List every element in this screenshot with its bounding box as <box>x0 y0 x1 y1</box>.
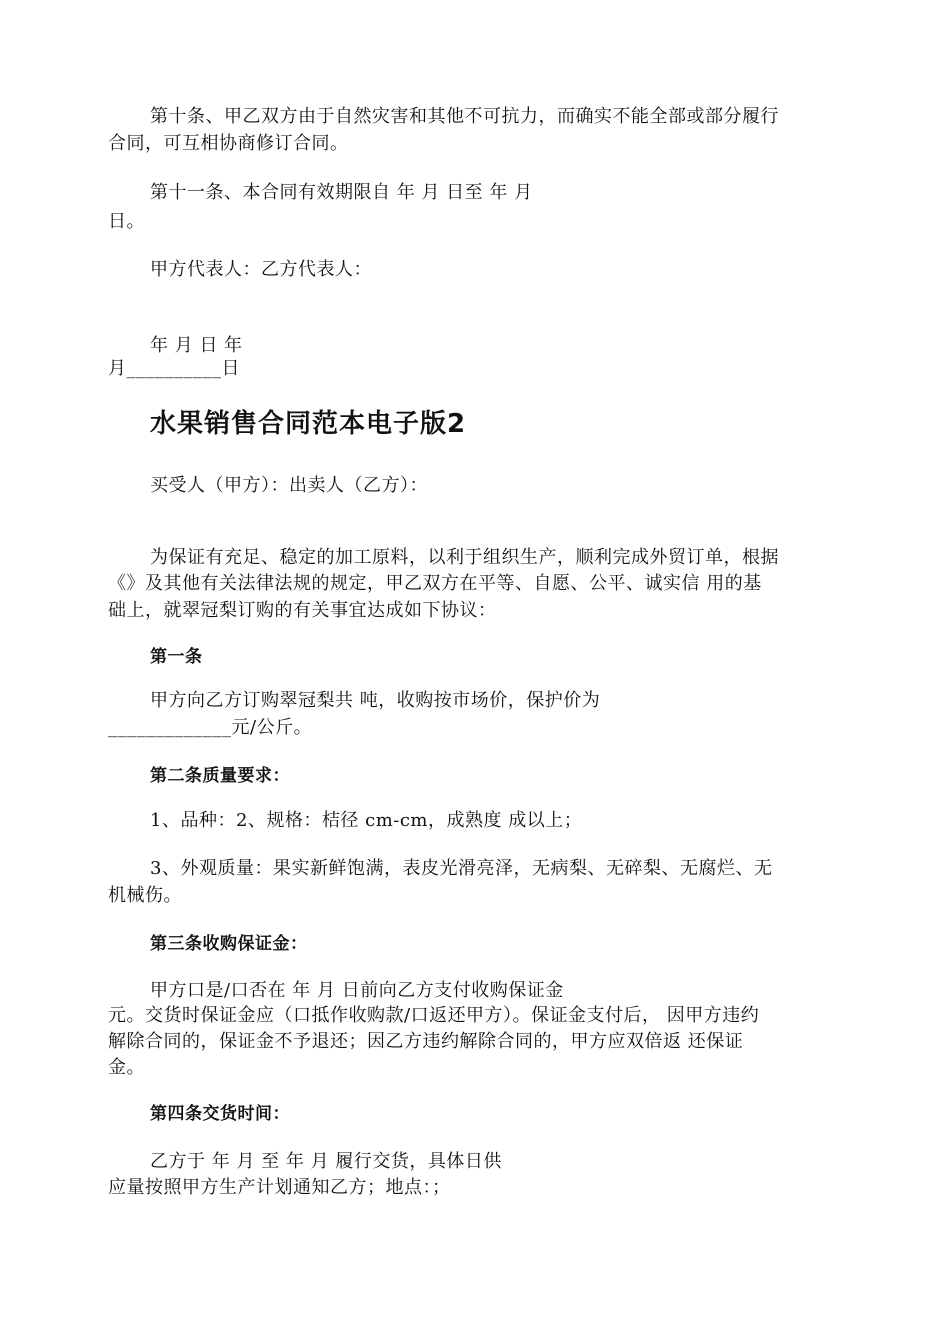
section-3-line-2: 元。交货时保证金应（口抵作收购款/口返还甲方）。保证金支付后， 因甲方违约 <box>108 1005 760 1026</box>
section-3-line-1: 甲方口是/口否在 年 月 日前向乙方支付收购保证金 <box>150 980 564 1001</box>
section-1-line-1: 甲方向乙方订购翠冠梨共 吨，收购按市场价，保护价为 <box>150 690 601 711</box>
article-11-line-1: 第十一条、本合同有效期限自 年 月 日至 年 月 <box>150 182 533 203</box>
section-3-heading: 第三条收购保证金： <box>150 934 308 954</box>
document-title: 水果销售合同范本电子版2 <box>150 409 467 439</box>
article-10-line-2: 合同，可互相协商修订合同。 <box>108 133 349 154</box>
preamble-line-3: 础上，就翠冠梨订购的有关事宜达成如下协议： <box>108 600 497 621</box>
parties-line: 买受人（甲方）：出卖人（乙方）： <box>150 475 428 496</box>
section-1-line-2: _____________元/公斤。 <box>108 717 313 738</box>
section-4-line-1: 乙方于 年 月 至 年 月 履行交货，具体日供 <box>150 1151 502 1172</box>
section-3-line-3: 解除合同的，保证金不予退还；因乙方违约解除合同的，甲方应双倍返 还保证 <box>108 1031 744 1052</box>
section-3-line-4: 金。 <box>108 1057 145 1078</box>
section-2-item-1: 1、品种：2、规格：桔径 cm-cm，成熟度 成以上； <box>150 810 583 831</box>
date-line-2: 月__________日 <box>108 358 240 379</box>
preamble-line-1: 为保证有充足、稳定的加工原料，以利于组织生产，顺利完成外贸订单，根据 <box>150 547 779 568</box>
date-line-1: 年 月 日 年 <box>150 335 243 356</box>
article-10-line-1: 第十条、甲乙双方由于自然灾害和其他不可抗力，而确实不能全部或部分履行 <box>150 106 779 127</box>
signature-line: 甲方代表人：乙方代表人： <box>150 259 372 280</box>
preamble-line-2: 《》及其他有关法律法规的规定，甲乙双方在平等、自愿、公平、诚实信 用的基 <box>108 573 762 594</box>
section-4-heading: 第四条交货时间： <box>150 1104 290 1124</box>
article-11-line-2: 日。 <box>108 211 145 232</box>
section-2-heading: 第二条质量要求： <box>150 766 290 786</box>
section-2-item-3-line-2: 机械伤。 <box>108 885 182 906</box>
section-4-line-2: 应量按照甲方生产计划通知乙方；地点：； <box>108 1177 451 1198</box>
section-2-item-3-line-1: 3、外观质量：果实新鲜饱满，表皮光滑亮泽，无病梨、无碎梨、无腐烂、无 <box>150 858 773 879</box>
section-1-heading: 第一条 <box>150 647 203 667</box>
